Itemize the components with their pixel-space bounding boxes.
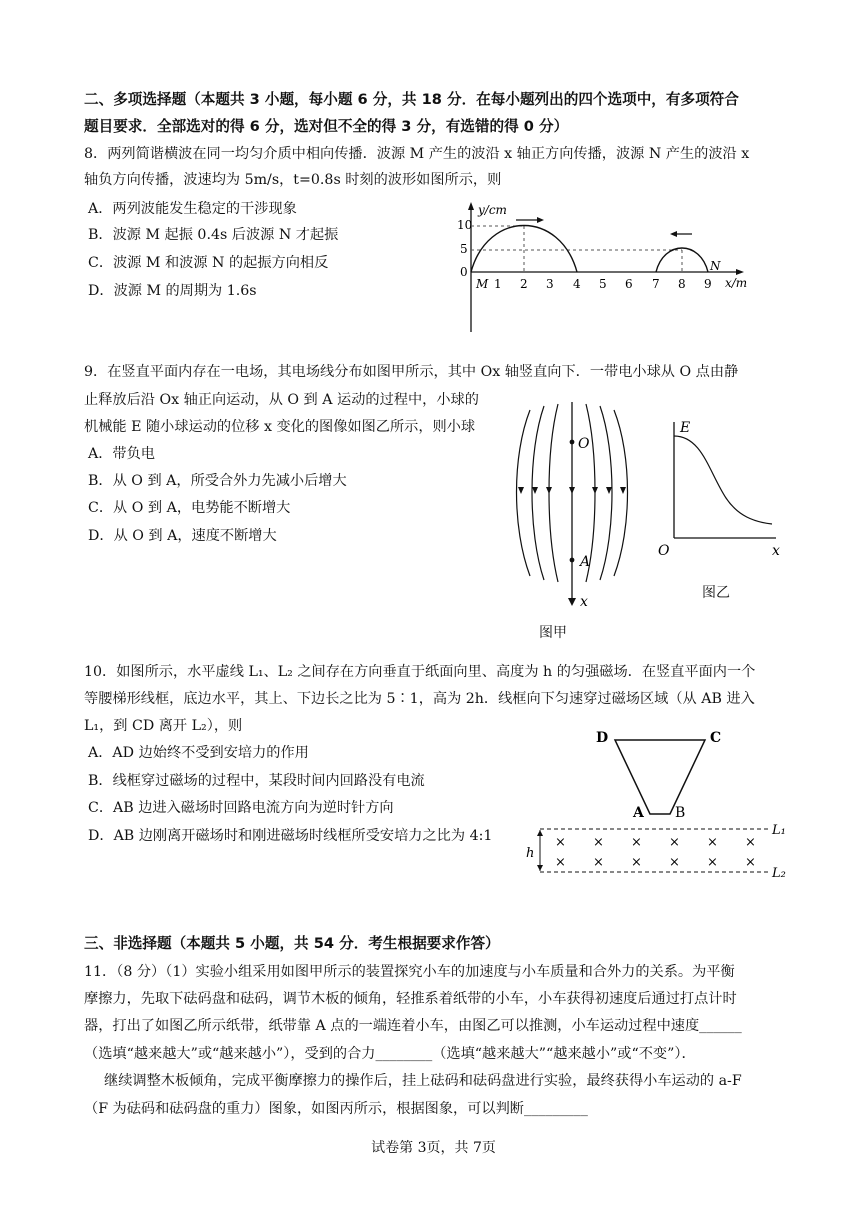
field-cross: × bbox=[631, 855, 642, 870]
field-cross: × bbox=[707, 835, 718, 850]
field-cross: × bbox=[555, 855, 566, 870]
q9-fig2-label-e: E bbox=[680, 420, 691, 436]
field-cross: × bbox=[745, 835, 756, 850]
q10-label-c: C bbox=[710, 730, 722, 746]
q9-stem-line1: 9．在竖直平面内存在一电场，其电场线分布如图甲所示，其中 Ox 轴竖直向下．一带电小球从 O 点由静 bbox=[84, 364, 739, 380]
field-cross: × bbox=[707, 855, 718, 870]
q9-option-a: A．带负电 bbox=[88, 446, 155, 462]
q8-stem-line2: 轴负方向传播，波速均为 5m/s，t=0.8s 时刻的波形如图所示，则 bbox=[84, 172, 502, 188]
field-cross: × bbox=[669, 855, 680, 870]
q8-y-axis-label: y/cm bbox=[478, 203, 507, 217]
q8-xtick-3: 3 bbox=[546, 277, 554, 291]
q10-label-l2: L₂ bbox=[772, 866, 786, 881]
q8-xtick-7: 7 bbox=[652, 277, 660, 291]
q9-fig1-caption: 图甲 bbox=[539, 625, 567, 641]
q9-option-d: D．从 O 到 A，速度不断增大 bbox=[88, 528, 277, 544]
q9-option-c: C．从 O 到 A，电势能不断增大 bbox=[88, 500, 291, 516]
q8-ytick-10: 10 bbox=[457, 218, 473, 232]
q9-stem-line3: 机械能 E 随小球运动的位移 x 变化的图像如图乙所示，则小球 bbox=[84, 419, 476, 435]
q8-xtick-4: 4 bbox=[573, 277, 581, 291]
q10-option-d: D．AB 边刚离开磁场时和刚进磁场时线框所受安培力之比为 4:1 bbox=[88, 828, 493, 844]
q9-fig1-label-x: x bbox=[580, 594, 588, 610]
q8-option-b: B．波源 M 起振 0.4s 后波源 N 才起振 bbox=[88, 227, 339, 243]
q8-option-a: A．两列波能发生稳定的干涉现象 bbox=[88, 201, 297, 217]
q8-xtick-9: 9 bbox=[704, 277, 712, 291]
q8-xtick-2: 2 bbox=[520, 277, 528, 291]
q8-ytick-0: 0 bbox=[460, 265, 468, 279]
q10-label-l1: L₁ bbox=[772, 823, 786, 838]
q9-stem-line2: 止释放后沿 Ox 轴正向运动，从 O 到 A 运动的过程中，小球的 bbox=[84, 392, 479, 408]
q10-option-a: A．AD 边始终不受到安培力的作用 bbox=[88, 745, 309, 761]
q9-energy-figure bbox=[654, 412, 794, 560]
q11-line1: 11．（8 分）（1）实验小组采用如图甲所示的装置探究小车的加速度与小车质量和合外力的关系。为平衡 bbox=[84, 964, 735, 980]
q9-fig1-label-a: A bbox=[580, 554, 591, 570]
section3-title: 三、非选择题（本题共 5 小题，共 54 分．考生根据要求作答） bbox=[84, 935, 500, 952]
q11-line6: （F 为砝码和砝码盘的重力）图象，如图丙所示，根据图象，可以判断_________ bbox=[84, 1101, 588, 1117]
q8-xtick-6: 6 bbox=[625, 277, 633, 291]
q8-xtick-5: 5 bbox=[599, 277, 607, 291]
q10-magnetic-figure bbox=[520, 722, 800, 882]
section2-title-line2: 题目要求．全部选对的得 6 分，选对但不全的得 3 分，有选错的得 0 分） bbox=[84, 118, 569, 135]
q8-ytick-5: 5 bbox=[460, 242, 468, 256]
field-cross: × bbox=[669, 835, 680, 850]
q10-label-b: B bbox=[675, 805, 686, 821]
q8-wave-figure bbox=[440, 198, 790, 338]
field-cross: × bbox=[593, 855, 604, 870]
q9-fig2-caption: 图乙 bbox=[702, 585, 730, 601]
q8-xtick-8: 8 bbox=[678, 277, 686, 291]
q11-line4: （选填“越来越大”或“越来越小”），受到的合力________（选填“越来越大”“越来越小”或“不变”）． bbox=[84, 1046, 696, 1062]
q8-stem-line1: 8．两列简谐横波在同一均匀介质中相向传播．波源 M 产生的波沿 x 轴正方向传播，波源 N 产生的波沿 x bbox=[84, 146, 750, 162]
q10-label-a: A bbox=[633, 805, 644, 821]
q11-line5: 继续调整木板倾角，完成平衡摩擦力的操作后，挂上砝码和砝码盘进行实验，最终获得小车运动的 a-F bbox=[104, 1073, 742, 1089]
q9-fig2-label-x: x bbox=[772, 543, 780, 559]
q8-xtick-1: 1 bbox=[494, 277, 502, 291]
q8-option-c: C．波源 M 和波源 N 的起振方向相反 bbox=[88, 255, 329, 271]
q10-stem-line3: L₁，到 CD 离开 L₂），则 bbox=[84, 718, 243, 734]
q10-stem-line2: 等腰梯形线框，底边水平，其上、下边长之比为 5∶1，高为 2h．线框向下匀速穿过磁场区域（从 AB 进入 bbox=[84, 691, 755, 707]
q9-fig2-label-o: O bbox=[658, 543, 670, 559]
q9-field-figure bbox=[508, 392, 638, 614]
q10-option-c: C．AB 边进入磁场时回路电流方向为逆时针方向 bbox=[88, 800, 394, 816]
q8-xtick-m: M bbox=[476, 277, 489, 291]
q8-x-axis-label: x/m bbox=[725, 276, 748, 290]
field-cross: × bbox=[631, 835, 642, 850]
field-cross: × bbox=[593, 835, 604, 850]
q10-label-d: D bbox=[596, 730, 609, 746]
q8-option-d: D．波源 M 的周期为 1.6s bbox=[88, 283, 257, 299]
page-footer: 试卷第 3页，共 7页 bbox=[371, 1140, 496, 1156]
q11-line2: 摩擦力，先取下砝码盘和砝码，调节木板的倾角，轻推系着纸带的小车，小车获得初速度后通过打点计时 bbox=[84, 991, 737, 1007]
q9-option-b: B．从 O 到 A，所受合外力先减小后增大 bbox=[88, 473, 347, 489]
section2-title-line1: 二、多项选择题（本题共 3 小题，每小题 6 分，共 18 分．在每小题列出的四个选项中，有多项符合 bbox=[84, 91, 739, 108]
q10-stem-line1: 10．如图所示，水平虚线 L₁、L₂ 之间存在方向垂直于纸面向里、高度为 h 的匀强磁场．在竖直平面内一个 bbox=[84, 664, 756, 680]
q10-option-b: B．线框穿过磁场的过程中，某段时间内回路没有电流 bbox=[88, 773, 425, 789]
q11-line3: 器，打出了如图乙所示纸带，纸带靠 A 点的一端连着小车，由图乙可以推测，小车运动过程中速度______ bbox=[84, 1018, 742, 1034]
field-cross: × bbox=[745, 855, 756, 870]
field-cross: × bbox=[555, 835, 566, 850]
q8-label-n: N bbox=[710, 259, 721, 273]
q9-fig1-label-o: O bbox=[578, 436, 590, 452]
q10-label-h: h bbox=[526, 846, 535, 861]
